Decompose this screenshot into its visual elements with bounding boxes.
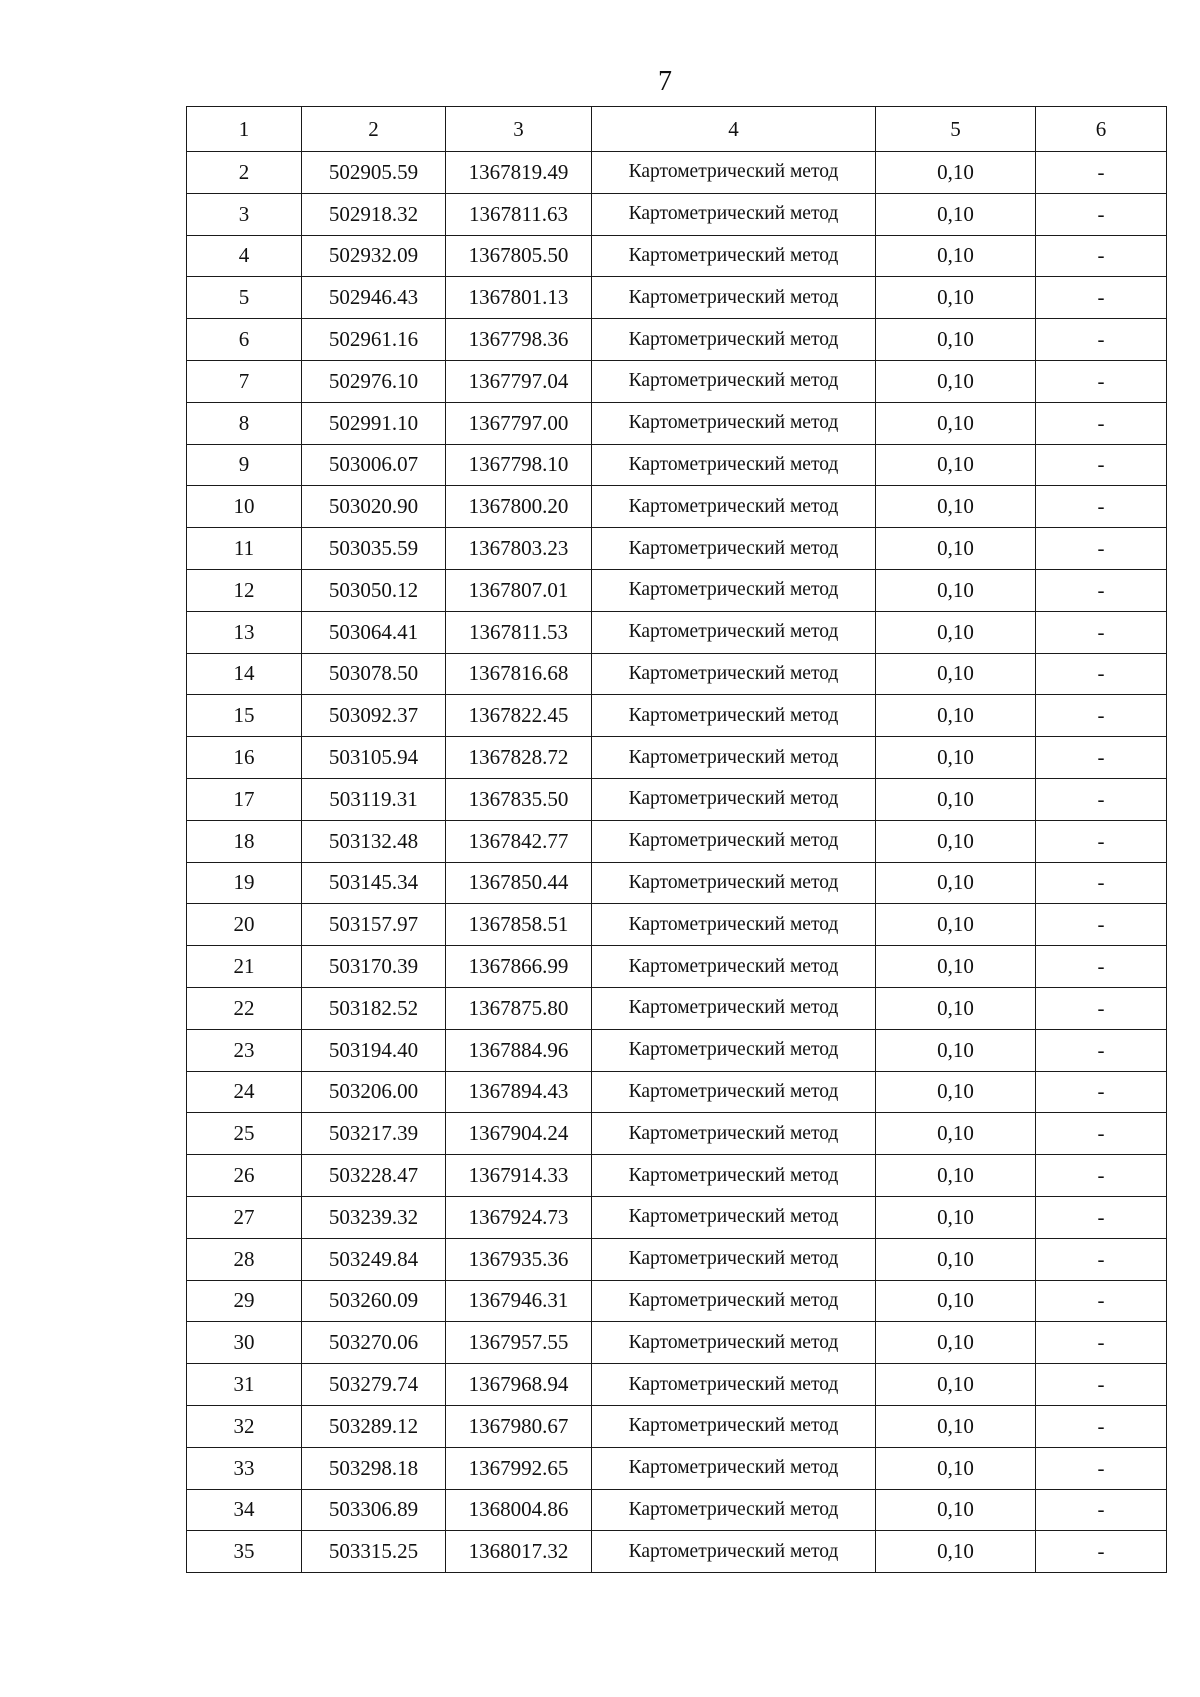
x-coordinate-cell: 503157.97	[302, 904, 446, 946]
note-cell: -	[1036, 1322, 1167, 1364]
table-row	[187, 737, 1167, 779]
method-cell: Картометрический метод	[592, 528, 876, 570]
y-coordinate-cell: 1367924.73	[446, 1196, 592, 1238]
table-row	[187, 444, 1167, 486]
coordinates-table	[186, 106, 1167, 1573]
accuracy-cell: 0,10	[876, 820, 1036, 862]
method-cell: Картометрический метод	[592, 152, 876, 194]
y-coordinate-cell: 1367904.24	[446, 1113, 592, 1155]
y-coordinate-cell: 1367875.80	[446, 987, 592, 1029]
x-coordinate-cell: 503006.07	[302, 444, 446, 486]
x-coordinate-cell: 503315.25	[302, 1531, 446, 1573]
accuracy-cell: 0,10	[876, 1029, 1036, 1071]
point-number-cell: 16	[187, 737, 302, 779]
table-header-row	[187, 107, 1167, 152]
table-row	[187, 402, 1167, 444]
method-cell: Картометрический метод	[592, 904, 876, 946]
y-coordinate-cell: 1367803.23	[446, 528, 592, 570]
y-coordinate-cell: 1367980.67	[446, 1405, 592, 1447]
note-cell: -	[1036, 1155, 1167, 1197]
y-coordinate-cell: 1367968.94	[446, 1364, 592, 1406]
column-header: 1	[187, 107, 302, 152]
method-cell: Картометрический метод	[592, 695, 876, 737]
y-coordinate-cell: 1367828.72	[446, 737, 592, 779]
method-cell: Картометрический метод	[592, 611, 876, 653]
x-coordinate-cell: 503249.84	[302, 1238, 446, 1280]
column-header: 6	[1036, 107, 1167, 152]
table-row	[187, 1029, 1167, 1071]
accuracy-cell: 0,10	[876, 1238, 1036, 1280]
y-coordinate-cell: 1367798.10	[446, 444, 592, 486]
point-number-cell: 2	[187, 152, 302, 194]
x-coordinate-cell: 502976.10	[302, 360, 446, 402]
method-cell: Картометрический метод	[592, 235, 876, 277]
method-cell: Картометрический метод	[592, 319, 876, 361]
y-coordinate-cell: 1368017.32	[446, 1531, 592, 1573]
x-coordinate-cell: 502918.32	[302, 193, 446, 235]
table-row	[187, 277, 1167, 319]
method-cell: Картометрический метод	[592, 820, 876, 862]
x-coordinate-cell: 503092.37	[302, 695, 446, 737]
accuracy-cell: 0,10	[876, 193, 1036, 235]
point-number-cell: 11	[187, 528, 302, 570]
y-coordinate-cell: 1367835.50	[446, 778, 592, 820]
y-coordinate-cell: 1367914.33	[446, 1155, 592, 1197]
accuracy-cell: 0,10	[876, 319, 1036, 361]
accuracy-cell: 0,10	[876, 569, 1036, 611]
table-row	[187, 1155, 1167, 1197]
accuracy-cell: 0,10	[876, 402, 1036, 444]
table-row	[187, 1238, 1167, 1280]
accuracy-cell: 0,10	[876, 444, 1036, 486]
accuracy-cell: 0,10	[876, 653, 1036, 695]
method-cell: Картометрический метод	[592, 946, 876, 988]
method-cell: Картометрический метод	[592, 360, 876, 402]
point-number-cell: 6	[187, 319, 302, 361]
x-coordinate-cell: 503306.89	[302, 1489, 446, 1531]
x-coordinate-cell: 502905.59	[302, 152, 446, 194]
point-number-cell: 20	[187, 904, 302, 946]
point-number-cell: 4	[187, 235, 302, 277]
point-number-cell: 15	[187, 695, 302, 737]
table-row	[187, 904, 1167, 946]
point-number-cell: 12	[187, 569, 302, 611]
x-coordinate-cell: 503064.41	[302, 611, 446, 653]
x-coordinate-cell: 503078.50	[302, 653, 446, 695]
accuracy-cell: 0,10	[876, 1447, 1036, 1489]
note-cell: -	[1036, 235, 1167, 277]
x-coordinate-cell: 503289.12	[302, 1405, 446, 1447]
x-coordinate-cell: 503194.40	[302, 1029, 446, 1071]
point-number-cell: 25	[187, 1113, 302, 1155]
x-coordinate-cell: 503145.34	[302, 862, 446, 904]
x-coordinate-cell: 503206.00	[302, 1071, 446, 1113]
note-cell: -	[1036, 1280, 1167, 1322]
x-coordinate-cell: 503239.32	[302, 1196, 446, 1238]
x-coordinate-cell: 503217.39	[302, 1113, 446, 1155]
accuracy-cell: 0,10	[876, 152, 1036, 194]
method-cell: Картометрический метод	[592, 862, 876, 904]
table-row	[187, 1071, 1167, 1113]
y-coordinate-cell: 1367801.13	[446, 277, 592, 319]
y-coordinate-cell: 1367894.43	[446, 1071, 592, 1113]
y-coordinate-cell: 1367800.20	[446, 486, 592, 528]
table-row	[187, 569, 1167, 611]
point-number-cell: 31	[187, 1364, 302, 1406]
point-number-cell: 22	[187, 987, 302, 1029]
method-cell: Картометрический метод	[592, 1029, 876, 1071]
note-cell: -	[1036, 569, 1167, 611]
y-coordinate-cell: 1367819.49	[446, 152, 592, 194]
method-cell: Картометрический метод	[592, 778, 876, 820]
table-row	[187, 987, 1167, 1029]
x-coordinate-cell: 503228.47	[302, 1155, 446, 1197]
table-row	[187, 1531, 1167, 1573]
column-header: 2	[302, 107, 446, 152]
note-cell: -	[1036, 319, 1167, 361]
y-coordinate-cell: 1367884.96	[446, 1029, 592, 1071]
table-row	[187, 695, 1167, 737]
note-cell: -	[1036, 1071, 1167, 1113]
x-coordinate-cell: 503182.52	[302, 987, 446, 1029]
note-cell: -	[1036, 277, 1167, 319]
method-cell: Картометрический метод	[592, 1489, 876, 1531]
table-row	[187, 486, 1167, 528]
point-number-cell: 19	[187, 862, 302, 904]
y-coordinate-cell: 1367858.51	[446, 904, 592, 946]
point-number-cell: 33	[187, 1447, 302, 1489]
point-number-cell: 32	[187, 1405, 302, 1447]
point-number-cell: 17	[187, 778, 302, 820]
accuracy-cell: 0,10	[876, 1113, 1036, 1155]
y-coordinate-cell: 1367811.63	[446, 193, 592, 235]
point-number-cell: 23	[187, 1029, 302, 1071]
point-number-cell: 13	[187, 611, 302, 653]
y-coordinate-cell: 1367807.01	[446, 569, 592, 611]
y-coordinate-cell: 1367798.36	[446, 319, 592, 361]
y-coordinate-cell: 1367935.36	[446, 1238, 592, 1280]
accuracy-cell: 0,10	[876, 1155, 1036, 1197]
point-number-cell: 3	[187, 193, 302, 235]
x-coordinate-cell: 502946.43	[302, 277, 446, 319]
note-cell: -	[1036, 1489, 1167, 1531]
x-coordinate-cell: 503119.31	[302, 778, 446, 820]
point-number-cell: 8	[187, 402, 302, 444]
x-coordinate-cell: 503170.39	[302, 946, 446, 988]
note-cell: -	[1036, 987, 1167, 1029]
note-cell: -	[1036, 528, 1167, 570]
note-cell: -	[1036, 193, 1167, 235]
accuracy-cell: 0,10	[876, 946, 1036, 988]
x-coordinate-cell: 502932.09	[302, 235, 446, 277]
y-coordinate-cell: 1367866.99	[446, 946, 592, 988]
note-cell: -	[1036, 611, 1167, 653]
point-number-cell: 18	[187, 820, 302, 862]
y-coordinate-cell: 1368004.86	[446, 1489, 592, 1531]
accuracy-cell: 0,10	[876, 1405, 1036, 1447]
note-cell: -	[1036, 1405, 1167, 1447]
method-cell: Картометрический метод	[592, 444, 876, 486]
y-coordinate-cell: 1367842.77	[446, 820, 592, 862]
accuracy-cell: 0,10	[876, 1196, 1036, 1238]
table-row	[187, 235, 1167, 277]
table-row	[187, 360, 1167, 402]
table-row	[187, 1196, 1167, 1238]
table-row	[187, 611, 1167, 653]
point-number-cell: 34	[187, 1489, 302, 1531]
table-row	[187, 653, 1167, 695]
table-row	[187, 1322, 1167, 1364]
accuracy-cell: 0,10	[876, 1531, 1036, 1573]
accuracy-cell: 0,10	[876, 1322, 1036, 1364]
method-cell: Картометрический метод	[592, 653, 876, 695]
note-cell: -	[1036, 653, 1167, 695]
note-cell: -	[1036, 152, 1167, 194]
table-row	[187, 862, 1167, 904]
note-cell: -	[1036, 1113, 1167, 1155]
x-coordinate-cell: 503035.59	[302, 528, 446, 570]
method-cell: Картометрический метод	[592, 1364, 876, 1406]
accuracy-cell: 0,10	[876, 987, 1036, 1029]
column-header: 4	[592, 107, 876, 152]
accuracy-cell: 0,10	[876, 235, 1036, 277]
x-coordinate-cell: 502961.16	[302, 319, 446, 361]
note-cell: -	[1036, 778, 1167, 820]
table-row	[187, 820, 1167, 862]
note-cell: -	[1036, 360, 1167, 402]
accuracy-cell: 0,10	[876, 737, 1036, 779]
point-number-cell: 21	[187, 946, 302, 988]
method-cell: Картометрический метод	[592, 193, 876, 235]
table-row	[187, 1405, 1167, 1447]
point-number-cell: 7	[187, 360, 302, 402]
y-coordinate-cell: 1367946.31	[446, 1280, 592, 1322]
note-cell: -	[1036, 695, 1167, 737]
point-number-cell: 24	[187, 1071, 302, 1113]
table-row	[187, 1280, 1167, 1322]
method-cell: Картометрический метод	[592, 1155, 876, 1197]
x-coordinate-cell: 502991.10	[302, 402, 446, 444]
x-coordinate-cell: 503270.06	[302, 1322, 446, 1364]
method-cell: Картометрический метод	[592, 402, 876, 444]
point-number-cell: 27	[187, 1196, 302, 1238]
note-cell: -	[1036, 1531, 1167, 1573]
table-row	[187, 319, 1167, 361]
table-row	[187, 946, 1167, 988]
x-coordinate-cell: 503050.12	[302, 569, 446, 611]
table-row	[187, 152, 1167, 194]
accuracy-cell: 0,10	[876, 360, 1036, 402]
note-cell: -	[1036, 1029, 1167, 1071]
y-coordinate-cell: 1367797.00	[446, 402, 592, 444]
x-coordinate-cell: 503132.48	[302, 820, 446, 862]
y-coordinate-cell: 1367797.04	[446, 360, 592, 402]
method-cell: Картометрический метод	[592, 486, 876, 528]
point-number-cell: 26	[187, 1155, 302, 1197]
point-number-cell: 5	[187, 277, 302, 319]
method-cell: Картометрический метод	[592, 987, 876, 1029]
method-cell: Картометрический метод	[592, 737, 876, 779]
method-cell: Картометрический метод	[592, 1071, 876, 1113]
accuracy-cell: 0,10	[876, 528, 1036, 570]
method-cell: Картометрический метод	[592, 1238, 876, 1280]
point-number-cell: 35	[187, 1531, 302, 1573]
table-row	[187, 778, 1167, 820]
accuracy-cell: 0,10	[876, 1280, 1036, 1322]
y-coordinate-cell: 1367816.68	[446, 653, 592, 695]
table-row	[187, 1364, 1167, 1406]
point-number-cell: 29	[187, 1280, 302, 1322]
note-cell: -	[1036, 737, 1167, 779]
y-coordinate-cell: 1367850.44	[446, 862, 592, 904]
method-cell: Картометрический метод	[592, 1405, 876, 1447]
method-cell: Картометрический метод	[592, 569, 876, 611]
method-cell: Картометрический метод	[592, 277, 876, 319]
method-cell: Картометрический метод	[592, 1531, 876, 1573]
note-cell: -	[1036, 486, 1167, 528]
table-body	[187, 107, 1167, 1573]
accuracy-cell: 0,10	[876, 862, 1036, 904]
x-coordinate-cell: 503298.18	[302, 1447, 446, 1489]
y-coordinate-cell: 1367805.50	[446, 235, 592, 277]
accuracy-cell: 0,10	[876, 611, 1036, 653]
accuracy-cell: 0,10	[876, 778, 1036, 820]
x-coordinate-cell: 503260.09	[302, 1280, 446, 1322]
point-number-cell: 30	[187, 1322, 302, 1364]
table-row	[187, 193, 1167, 235]
point-number-cell: 10	[187, 486, 302, 528]
accuracy-cell: 0,10	[876, 486, 1036, 528]
y-coordinate-cell: 1367811.53	[446, 611, 592, 653]
accuracy-cell: 0,10	[876, 1489, 1036, 1531]
table-row	[187, 528, 1167, 570]
column-header: 5	[876, 107, 1036, 152]
accuracy-cell: 0,10	[876, 1071, 1036, 1113]
point-number-cell: 14	[187, 653, 302, 695]
note-cell: -	[1036, 402, 1167, 444]
accuracy-cell: 0,10	[876, 904, 1036, 946]
table-row	[187, 1447, 1167, 1489]
note-cell: -	[1036, 862, 1167, 904]
note-cell: -	[1036, 1238, 1167, 1280]
method-cell: Картометрический метод	[592, 1113, 876, 1155]
accuracy-cell: 0,10	[876, 277, 1036, 319]
note-cell: -	[1036, 1447, 1167, 1489]
page-number: 7	[658, 66, 672, 97]
column-header: 3	[446, 107, 592, 152]
accuracy-cell: 0,10	[876, 695, 1036, 737]
note-cell: -	[1036, 1364, 1167, 1406]
point-number-cell: 28	[187, 1238, 302, 1280]
y-coordinate-cell: 1367957.55	[446, 1322, 592, 1364]
table-row	[187, 1489, 1167, 1531]
x-coordinate-cell: 503279.74	[302, 1364, 446, 1406]
x-coordinate-cell: 503105.94	[302, 737, 446, 779]
accuracy-cell: 0,10	[876, 1364, 1036, 1406]
table-row	[187, 1113, 1167, 1155]
method-cell: Картометрический метод	[592, 1196, 876, 1238]
note-cell: -	[1036, 820, 1167, 862]
note-cell: -	[1036, 946, 1167, 988]
method-cell: Картометрический метод	[592, 1280, 876, 1322]
method-cell: Картометрический метод	[592, 1447, 876, 1489]
point-number-cell: 9	[187, 444, 302, 486]
method-cell: Картометрический метод	[592, 1322, 876, 1364]
note-cell: -	[1036, 1196, 1167, 1238]
note-cell: -	[1036, 444, 1167, 486]
y-coordinate-cell: 1367992.65	[446, 1447, 592, 1489]
x-coordinate-cell: 503020.90	[302, 486, 446, 528]
note-cell: -	[1036, 904, 1167, 946]
y-coordinate-cell: 1367822.45	[446, 695, 592, 737]
